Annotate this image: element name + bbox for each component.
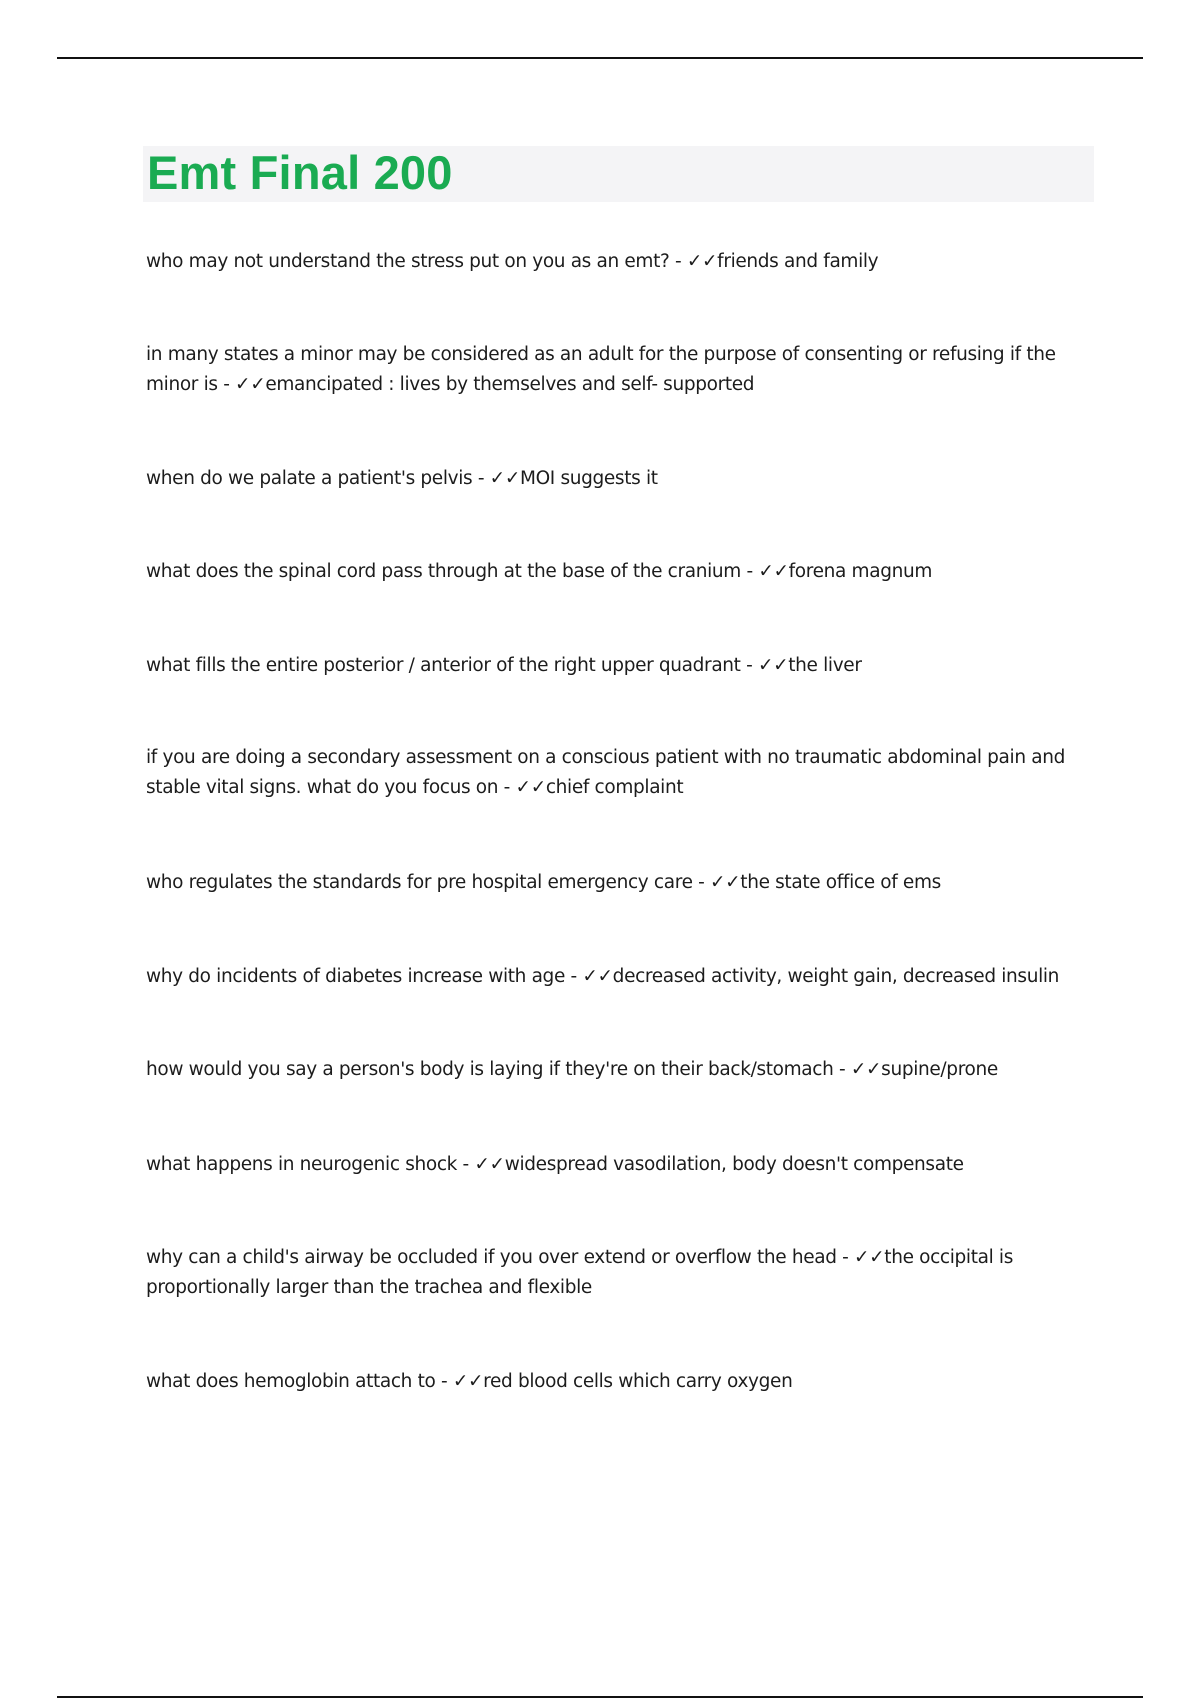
document-title: Emt Final 200 (147, 146, 453, 199)
qa-item: why can a child's airway be occluded if you over extend or overflow the head - ✓✓the occipital is proportionally larger than the trachea and flexible (146, 1247, 1014, 1298)
qa-item: what does hemoglobin attach to - ✓✓red blood cells which carry oxygen (146, 1371, 793, 1392)
qa-item: when do we palate a patient's pelvis - ✓✓MOI suggests it (146, 468, 658, 489)
qa-item: who regulates the standards for pre hospital emergency care - ✓✓the state office of ems (146, 872, 941, 893)
qa-item: what fills the entire posterior / anterior of the right upper quadrant - ✓✓the liver (146, 655, 862, 676)
qa-item: why do incidents of diabetes increase with age - ✓✓decreased activity, weight gain, decreased insulin (146, 966, 1060, 987)
qa-item: if you are doing a secondary assessment on a conscious patient with no traumatic abdominal pain and stable vital signs. what do you focus on - ✓✓chief complaint (146, 747, 1065, 798)
qa-item: how would you say a person's body is laying if they're on their back/stomach - ✓✓supine/prone (146, 1059, 998, 1080)
top-rule (57, 57, 1143, 59)
qa-item: what does the spinal cord pass through at the base of the cranium - ✓✓forena magnum (146, 561, 933, 582)
qa-item: who may not understand the stress put on you as an emt? - ✓✓friends and family (146, 251, 879, 272)
qa-item: what happens in neurogenic shock - ✓✓widespread vasodilation, body doesn't compensate (146, 1154, 964, 1175)
qa-item: in many states a minor may be considered as an adult for the purpose of consenting or refusing if the minor is - ✓✓emancipated : lives by themselves and self- supported (146, 344, 1056, 395)
bottom-rule (57, 1696, 1143, 1698)
